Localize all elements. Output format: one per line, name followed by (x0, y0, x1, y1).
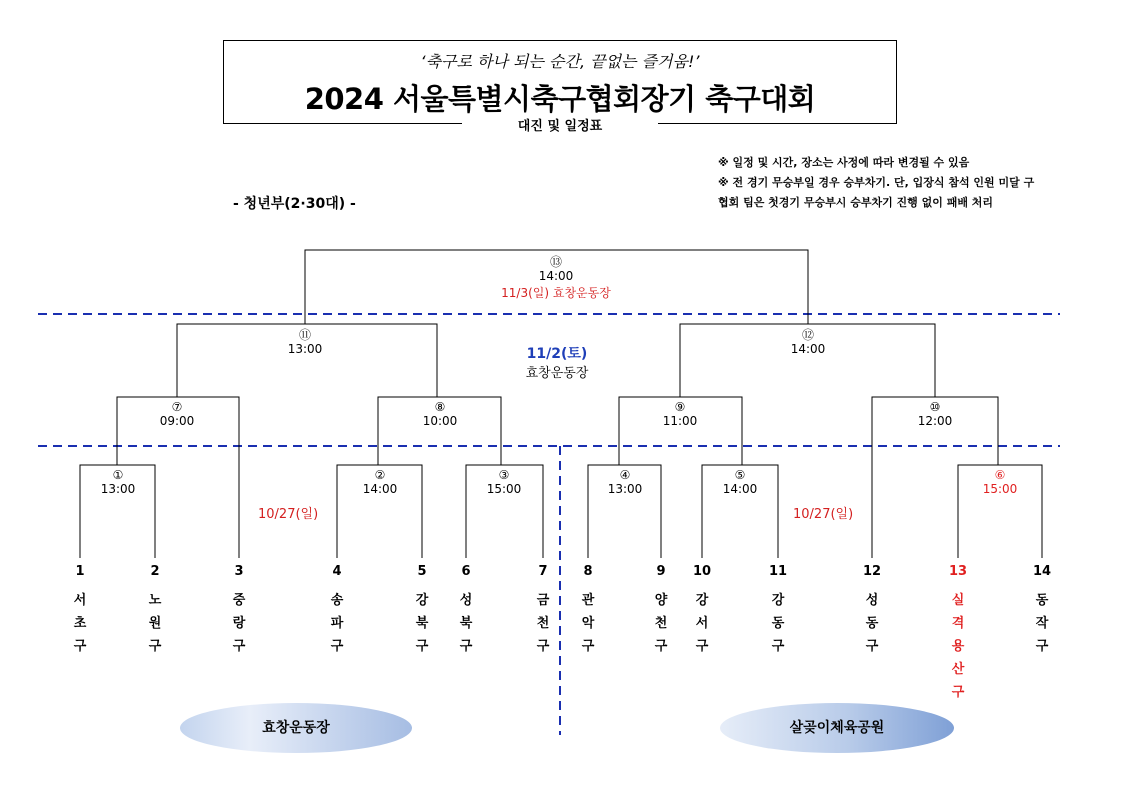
team-number: 10 (692, 564, 712, 579)
match-11 (265, 328, 345, 356)
match-number: ① (112, 468, 124, 482)
match-time: 13:00 (607, 482, 643, 496)
match-time: 14:00 (722, 482, 758, 496)
team-number: 11 (768, 564, 788, 579)
team-name-char: 원 (148, 616, 162, 631)
team-name (687, 589, 717, 658)
match-number: ⑪ (298, 328, 311, 342)
team-name-char: 송 (330, 593, 344, 608)
match-number: ④ (619, 468, 631, 482)
match-number: ⑤ (734, 468, 746, 482)
match-8 (400, 400, 480, 428)
match-number: ⑬ (549, 255, 562, 269)
team-name-char: 중 (232, 593, 246, 608)
team-name (451, 589, 481, 658)
match-number: ⑨ (674, 400, 686, 414)
team-name (857, 589, 887, 658)
match-number: ③ (498, 468, 510, 482)
team-name-char: 작 (1035, 616, 1049, 631)
division-title: - 청년부(2·30대) - (233, 196, 356, 212)
team-name-char: 랑 (232, 616, 246, 631)
match-time: 13:00 (287, 342, 323, 356)
team-name (763, 589, 793, 658)
match-7 (137, 400, 217, 428)
note-2: ※ 전 경기 무승부일 경우 승부차기. 단, 입장식 참석 인원 미달 구 (718, 176, 1035, 189)
team-number: 1 (75, 564, 85, 579)
team-number: 13 (948, 564, 968, 579)
match-10 (895, 400, 975, 428)
match-time: 12:00 (917, 414, 953, 428)
match-4 (585, 468, 665, 496)
team-name-char: 동 (1035, 593, 1049, 608)
note-1: ※ 일정 및 시간, 장소는 사정에 따라 변경될 수 있음 (718, 156, 970, 169)
team-number: 12 (862, 564, 882, 579)
team-name (224, 589, 254, 658)
match-1 (78, 468, 158, 496)
team-name-char: 구 (232, 639, 246, 654)
team-name-char: 구 (951, 685, 965, 700)
team-name (1027, 589, 1057, 658)
team-name-char: 초 (73, 616, 87, 631)
team-name-char: 서 (695, 616, 709, 631)
team-name-char: 북 (415, 616, 429, 631)
team-name-char: 동 (771, 616, 785, 631)
team-name-char: 구 (148, 639, 162, 654)
team-name-char: 구 (581, 639, 595, 654)
team-name-char: 양 (654, 593, 668, 608)
team-name-char: 파 (330, 616, 344, 631)
team-name (65, 589, 95, 658)
team-name-char: 관 (581, 593, 595, 608)
team-name (322, 589, 352, 658)
final-node (516, 255, 596, 283)
match-time: 14:00 (362, 482, 398, 496)
team-name-char: 실 (951, 593, 965, 608)
round1-date-right: 10/27(일) (793, 507, 854, 522)
team-name-char: 구 (415, 639, 429, 654)
slogan: ‘축구로 하나 되는 순간, 끝없는 즐거움!’ (420, 52, 700, 71)
team-name-char: 강 (415, 593, 429, 608)
team-number: 5 (417, 564, 427, 579)
main-title: 2024 서울특별시축구협회장기 축구대회 (304, 82, 816, 116)
match-number: ⑦ (171, 400, 183, 414)
final-date: 11/3(일) 효창운동장 (501, 286, 611, 300)
team-name-char: 악 (581, 616, 595, 631)
team-name-char: 구 (695, 639, 709, 654)
match-number: ⑥ (994, 468, 1006, 482)
match-time: 14:00 (538, 269, 574, 283)
match-12 (768, 328, 848, 356)
team-name-char: 구 (73, 639, 87, 654)
match-time: 15:00 (486, 482, 522, 496)
team-number: 2 (150, 564, 160, 579)
team-name (407, 589, 437, 658)
team-name (646, 589, 676, 658)
team-name (140, 589, 170, 658)
team-name-char: 격 (951, 616, 965, 631)
match-number: ⑩ (929, 400, 941, 414)
match-time: 13:00 (100, 482, 136, 496)
match-5 (700, 468, 780, 496)
team-number: 7 (538, 564, 548, 579)
venue-salgoji: 살곶이체육공원 (720, 703, 954, 753)
note-3: 협회 팀은 첫경기 무승부시 승부차기 진행 없이 패배 처리 (718, 196, 994, 209)
team-name-char: 강 (695, 593, 709, 608)
match-3 (464, 468, 544, 496)
semi-venue: 효창운동장 (525, 366, 589, 381)
team-number: 3 (234, 564, 244, 579)
team-name-char: 천 (654, 616, 668, 631)
team-name-char: 성 (865, 593, 879, 608)
team-number: 9 (656, 564, 666, 579)
title-box (223, 40, 897, 124)
team-name-char: 서 (73, 593, 87, 608)
team-name-char: 구 (771, 639, 785, 654)
team-name-char: 구 (459, 639, 473, 654)
team-name (573, 589, 603, 658)
team-name-char: 북 (459, 616, 473, 631)
team-name-char: 강 (771, 593, 785, 608)
match-6 (960, 468, 1040, 496)
round1-date-left: 10/27(일) (258, 507, 319, 522)
team-name-char: 금 (536, 593, 550, 608)
team-name-char: 노 (148, 593, 162, 608)
subtitle: 대진 및 일정표 (462, 116, 658, 138)
match-number: ⑧ (434, 400, 446, 414)
match-number: ⑫ (801, 328, 814, 342)
team-number: 8 (583, 564, 593, 579)
match-time: 10:00 (422, 414, 458, 428)
team-name-char: 천 (536, 616, 550, 631)
team-number: 6 (461, 564, 471, 579)
venue-hyochang: 효창운동장 (180, 703, 412, 753)
team-name-char: 구 (865, 639, 879, 654)
team-name-char: 산 (951, 662, 965, 677)
team-name-char: 구 (1035, 639, 1049, 654)
match-time: 14:00 (790, 342, 826, 356)
match-number: ② (374, 468, 386, 482)
team-name-char: 구 (654, 639, 668, 654)
team-name-char: 용 (951, 639, 965, 654)
team-name-char: 구 (330, 639, 344, 654)
team-number: 4 (332, 564, 342, 579)
match-time: 09:00 (159, 414, 195, 428)
team-name-char: 동 (865, 616, 879, 631)
semi-date: 11/2(토) (526, 346, 588, 362)
team-number: 14 (1032, 564, 1052, 579)
match-9 (640, 400, 720, 428)
team-name-char: 구 (536, 639, 550, 654)
team-name (528, 589, 558, 658)
match-time: 11:00 (662, 414, 698, 428)
team-name-char: 성 (459, 593, 473, 608)
team-name (943, 589, 973, 704)
match-time: 15:00 (982, 482, 1018, 496)
match-2 (340, 468, 420, 496)
